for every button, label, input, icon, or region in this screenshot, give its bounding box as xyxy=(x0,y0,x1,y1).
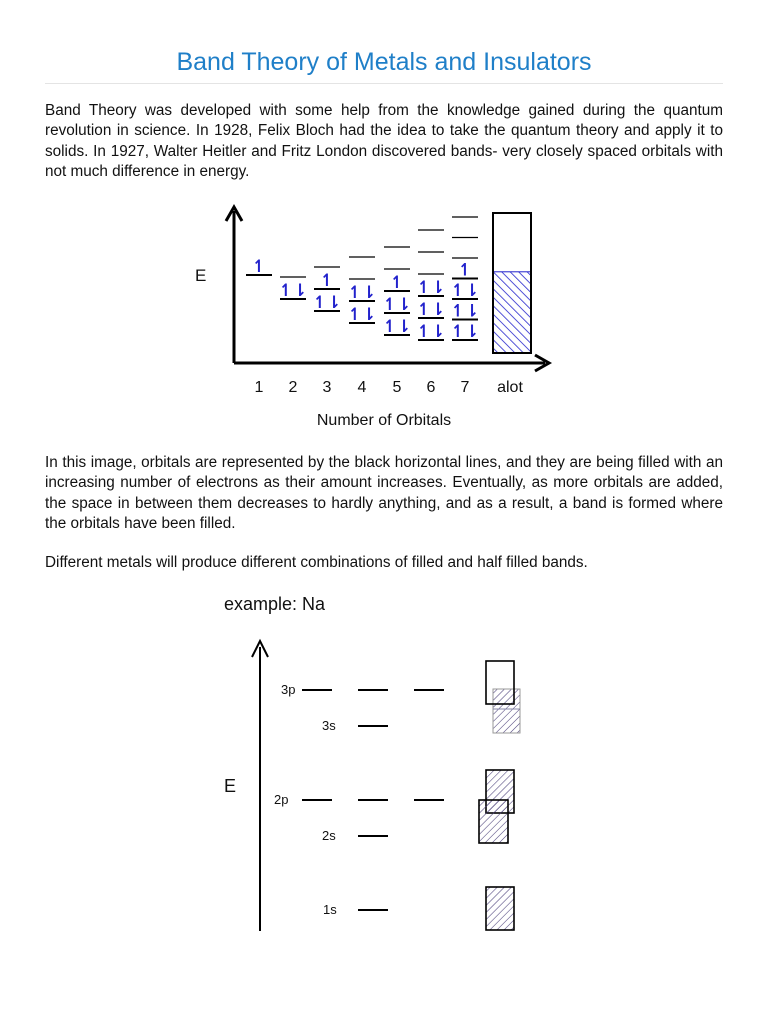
x-tick: 7 xyxy=(460,379,470,396)
intro-paragraph: Band Theory was developed with some help from the knowledge gained during the quantum revolution in science. In 1928, Felix Bloch had the idea to take the quantum theory and apply it to solids. In 1927, Walter Heitler and Fritz London discovered bands- very closely spaced orbitals with not much difference in energy. xyxy=(45,102,723,181)
band-3s-filled xyxy=(493,689,520,733)
band-filled-region xyxy=(493,272,531,353)
example-title: example: Na xyxy=(224,594,326,614)
level-label-2p: 2p xyxy=(274,792,289,807)
electron-arrow: ↿ xyxy=(319,271,335,291)
metals-paragraph: Different metals will produce different combinations of filled and half filled bands. xyxy=(45,554,588,571)
x-axis-label: Number of Orbitals xyxy=(316,412,452,429)
electron-pair-arrows: ↿⇂ xyxy=(278,281,308,301)
electron-pair-arrows: ↿⇂ xyxy=(312,293,342,313)
sodium-band-diagram xyxy=(0,585,768,935)
electron-pair-arrows: ↿⇂ xyxy=(382,317,412,337)
electron-pair-arrows: ↿⇂ xyxy=(416,322,446,342)
x-tick: 1 xyxy=(254,379,264,396)
electron-pair-arrows: ↿⇂ xyxy=(450,322,480,342)
orbital-columns xyxy=(246,217,479,342)
level-label-1s: 1s xyxy=(323,902,337,917)
x-tick: 2 xyxy=(288,379,298,396)
electron-pair-arrows: ↿⇂ xyxy=(416,278,446,298)
level-label-3s: 3s xyxy=(322,718,336,733)
level-label-3p: 3p xyxy=(281,682,296,697)
band-1s-box xyxy=(486,887,514,930)
electron-pair-arrows: ↿⇂ xyxy=(416,300,446,320)
energy-axis-label: E xyxy=(195,266,207,285)
energy-axis-label: E xyxy=(224,776,237,796)
electron-pair-arrows: ↿⇂ xyxy=(450,281,480,301)
electron-pair-arrows: ↿⇂ xyxy=(347,305,377,325)
x-tick-labels xyxy=(255,379,524,396)
x-tick: 4 xyxy=(357,379,367,396)
title-divider xyxy=(45,83,723,84)
orbital-band-diagram xyxy=(0,195,768,435)
x-tick: 5 xyxy=(392,379,402,396)
x-tick: 6 xyxy=(426,379,436,396)
electron-arrow: ↿ xyxy=(389,273,405,293)
page-title: Band Theory of Metals and Insulators xyxy=(176,48,592,76)
level-label-2s: 2s xyxy=(322,828,336,843)
electron-pair-arrows: ↿⇂ xyxy=(382,295,412,315)
electron-arrow: ↿ xyxy=(457,260,473,281)
electron-pair-arrows: ↿⇂ xyxy=(450,301,480,322)
x-tick: alot xyxy=(497,379,523,396)
x-tick: 3 xyxy=(322,379,332,396)
electron-arrow: ↿ xyxy=(251,257,267,277)
band-2s-box xyxy=(479,800,508,843)
electron-pair-arrows: ↿⇂ xyxy=(347,283,377,303)
explanation-paragraph: In this image, orbitals are represented by the black horizontal lines, and they are being filled with an increasing number of electrons as their amount increases. Eventually, as more orbitals are added, the space in between them decreases to hardly anything, and as a result, a band is formed where the orbitals have been filled. xyxy=(45,454,723,533)
